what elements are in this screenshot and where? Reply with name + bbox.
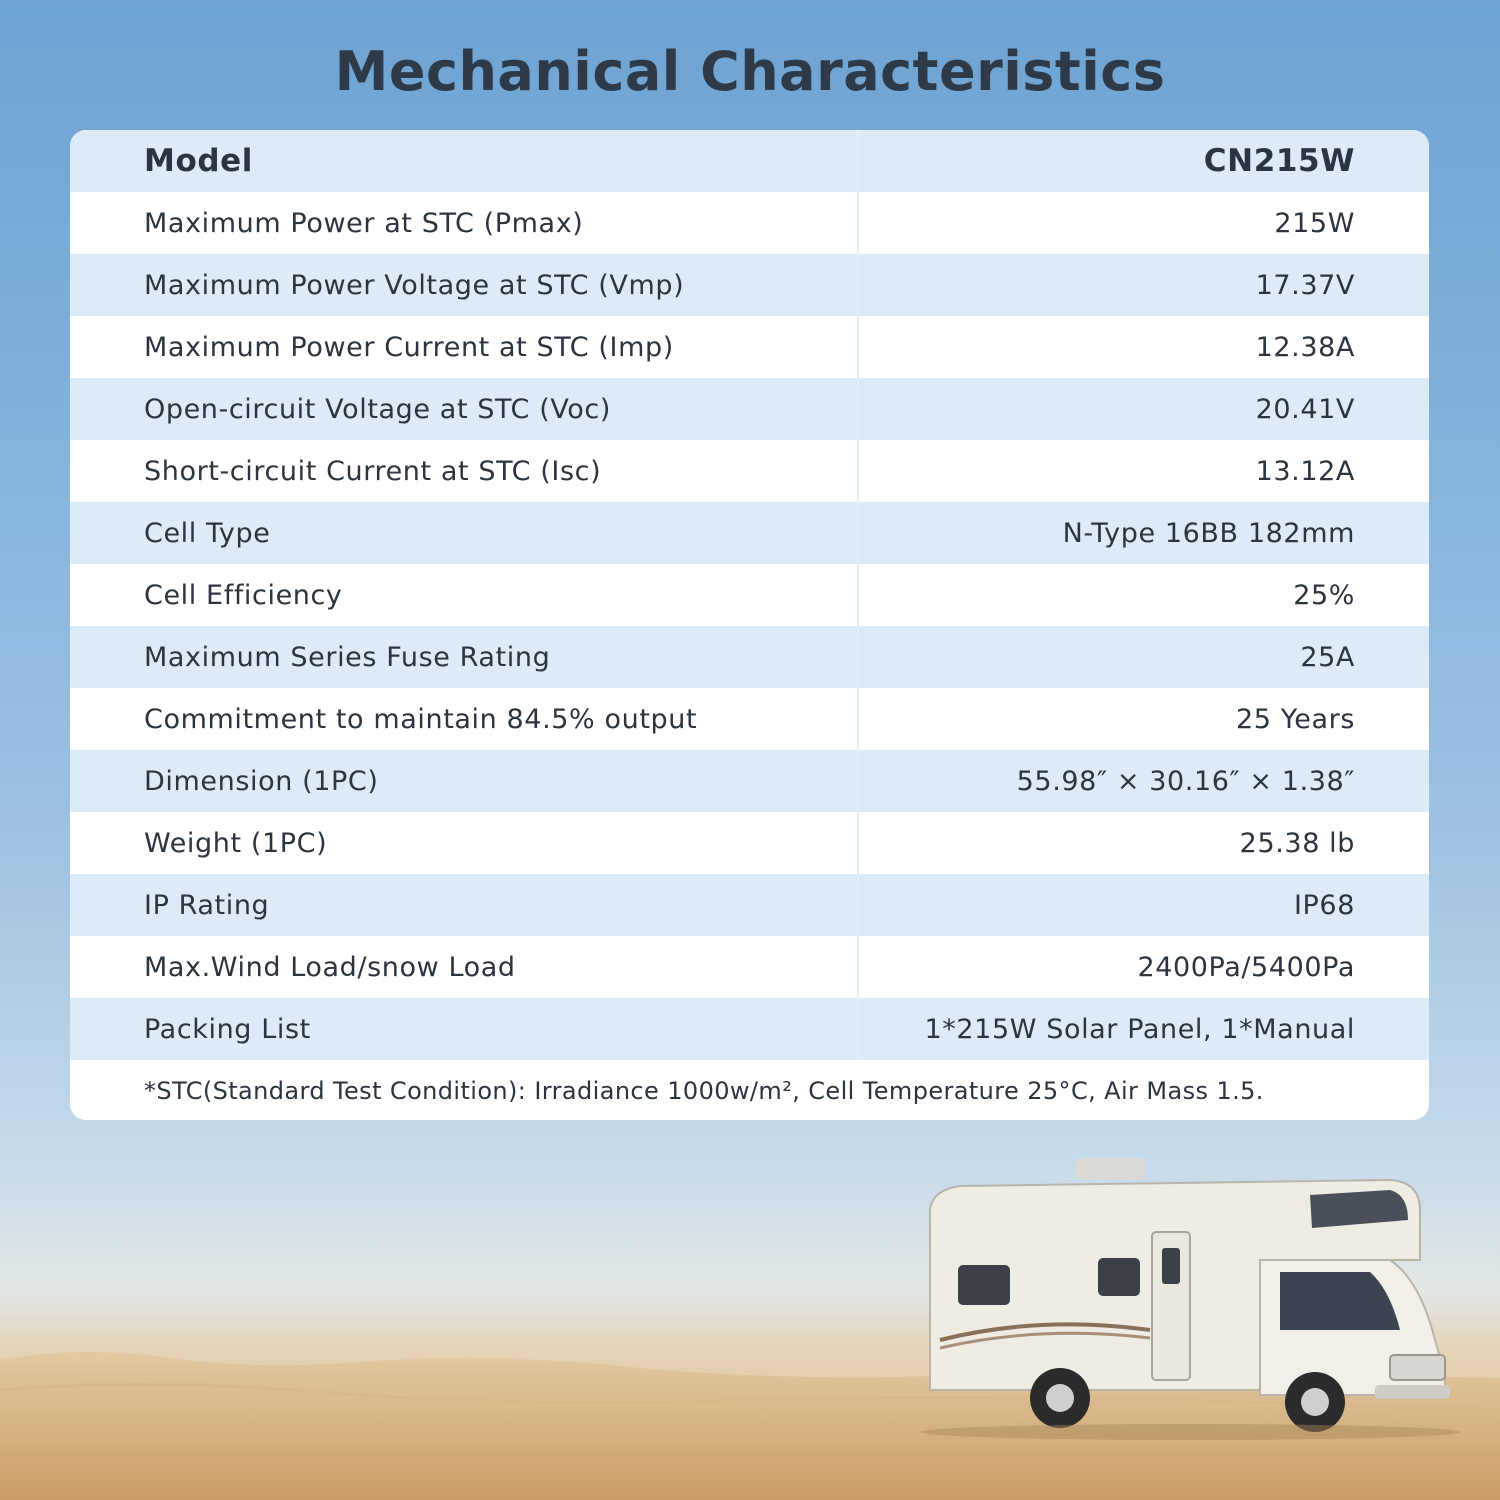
table-row	[70, 812, 1429, 874]
row-label: Weight (1PC)	[70, 812, 859, 874]
header-label: Model	[70, 130, 859, 192]
table-row	[70, 626, 1429, 688]
table-row	[70, 316, 1429, 378]
page-title: Mechanical Characteristics	[334, 40, 1166, 103]
row-label: Cell Type	[70, 502, 859, 564]
row-value: 25%	[1293, 579, 1355, 611]
row-label: Maximum Power at STC (Pmax)	[70, 192, 859, 254]
row-label: Short-circuit Current at STC (Isc)	[70, 440, 859, 502]
row-label: Packing List	[70, 998, 859, 1060]
table-header-row	[70, 130, 1429, 192]
header-value: CN215W	[1203, 143, 1355, 179]
table-row	[70, 440, 1429, 502]
row-value: N-Type 16BB 182mm	[1062, 517, 1355, 549]
row-value: 13.12A	[1255, 455, 1355, 487]
row-value: 17.37V	[1255, 269, 1355, 301]
row-value: 1*215W Solar Panel, 1*Manual	[924, 1013, 1355, 1045]
row-label: Commitment to maintain 84.5% output	[70, 688, 859, 750]
row-label: Maximum Series Fuse Rating	[70, 626, 859, 688]
row-label: Cell Efficiency	[70, 564, 859, 626]
row-value: 2400Pa/5400Pa	[1137, 951, 1355, 983]
table-row	[70, 998, 1429, 1060]
row-label: Maximum Power Voltage at STC (Vmp)	[70, 254, 859, 316]
row-label: Max.Wind Load/snow Load	[70, 936, 859, 998]
row-value: 25.38 lb	[1239, 827, 1355, 859]
desert-rv-scene	[0, 1120, 1500, 1500]
row-label: IP Rating	[70, 874, 859, 936]
row-label: Maximum Power Current at STC (Imp)	[70, 316, 859, 378]
row-label: Dimension (1PC)	[70, 750, 859, 812]
row-value: 12.38A	[1255, 331, 1355, 363]
table-row	[70, 254, 1429, 316]
table-row	[70, 192, 1429, 254]
table-row	[70, 502, 1429, 564]
stc-footnote: *STC(Standard Test Condition): Irradiance 1000w/m², Cell Temperature 25°C, Air Mass 1.5.	[70, 1060, 1429, 1120]
table-row	[70, 378, 1429, 440]
row-value: 25 Years	[1236, 703, 1355, 735]
table-row	[70, 874, 1429, 936]
row-value: IP68	[1293, 889, 1355, 921]
row-value: 20.41V	[1255, 393, 1355, 425]
table-row	[70, 750, 1429, 812]
table-row	[70, 688, 1429, 750]
table-row	[70, 564, 1429, 626]
row-value: 215W	[1274, 207, 1355, 239]
row-value: 55.98″ × 30.16″ × 1.38″	[1016, 765, 1355, 797]
row-value: 25A	[1300, 641, 1355, 673]
rv-motorhome-graphic	[920, 1140, 1480, 1440]
table-row	[70, 936, 1429, 998]
row-label: Open-circuit Voltage at STC (Voc)	[70, 378, 859, 440]
spec-table	[70, 130, 1429, 1120]
